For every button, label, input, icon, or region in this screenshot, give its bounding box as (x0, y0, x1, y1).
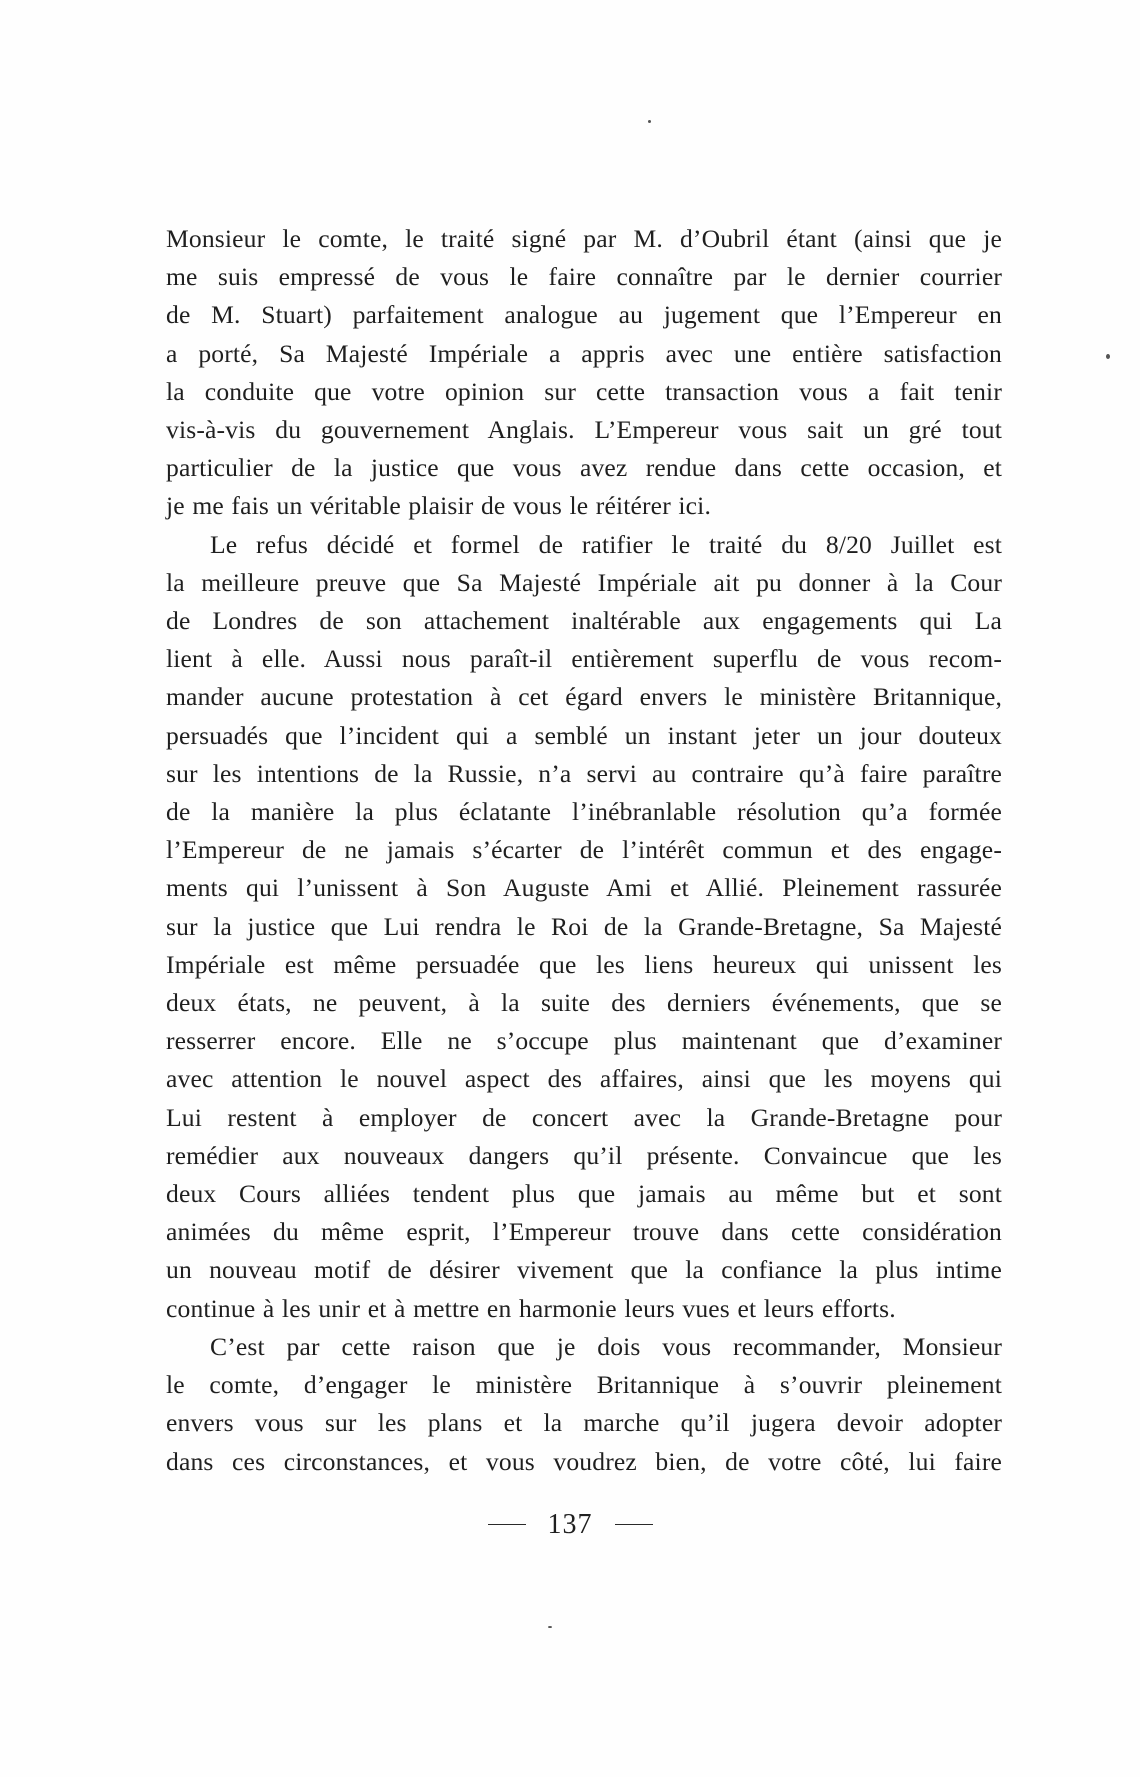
text-line: remédier aux nouveaux dangers qu’il présente. Convaincue que les (166, 1140, 1002, 1170)
folio-dash-left (488, 1524, 526, 1526)
page-footer (0, 1508, 1140, 1542)
text-line: envers vous sur les plans et la marche qu’il jugera devoir adopter (166, 1408, 1002, 1438)
text-line: Monsieur le comte, le traité signé par M. d’Oubril étant (ainsi que je (166, 224, 1002, 253)
text-line: de Londres de son attachement inaltérable aux engagements qui La (166, 606, 1002, 636)
text-line: vis-à-vis du gouvernement Anglais. L’Empereur vous sait un gré tout (166, 415, 1002, 445)
text-line: deux Cours alliées tendent plus que jamais au même but et sont (166, 1179, 1002, 1209)
text-line: persuadés que l’incident qui a semblé un instant jeter un jour douteux (166, 720, 1002, 750)
text-line: mander aucune protestation à cet égard envers le ministère Britannique, (166, 682, 1002, 712)
paragraph-2 (166, 526, 1002, 1328)
text-line: Impériale est même persuadée que les liens heureux qui unissent les (166, 949, 1002, 979)
text-line: de M. Stuart) parfaitement analogue au jugement que l’Empereur en (166, 300, 1002, 330)
text-line: Le refus décidé et formel de ratifier le traité du 8/20 Juillet est (210, 529, 1002, 559)
text-line: ments qui l’unissent à Son Auguste Ami et Allié. Pleinement rassurée (166, 873, 1002, 903)
text-line: sur les intentions de la Russie, n’a servi au contraire qu’à faire paraître (166, 758, 1002, 788)
text-line: sur la justice que Lui rendra le Roi de la Grande-Bretagne, Sa Majesté (166, 911, 1002, 941)
paragraph-1 (166, 220, 1002, 526)
print-speck (648, 120, 651, 123)
text-line: deux états, ne peuvent, à la suite des derniers événements, que se (166, 988, 1002, 1018)
print-speck (548, 1626, 552, 1628)
text-line: la meilleure preuve que Sa Majesté Impériale ait pu donner à la Cour (166, 567, 1002, 597)
text-line: avec attention le nouvel aspect des affaires, ainsi que les moyens qui (166, 1064, 1002, 1094)
text-line: a porté, Sa Majesté Impériale a appris avec une entière satisfaction (166, 338, 1002, 368)
text-line: particulier de la justice que vous avez rendue dans cette occasion, et (166, 453, 1002, 483)
body-text (166, 220, 1002, 1481)
folio-dash-right (615, 1524, 653, 1526)
text-line: resserrer encore. Elle ne s’occupe plus maintenant que d’examiner (166, 1026, 1002, 1056)
text-line: la conduite que votre opinion sur cette transaction vous a fait tenir (166, 376, 1002, 406)
text-line: l’Empereur de ne jamais s’écarter de l’intérêt commun et des engage- (166, 835, 1002, 865)
text-line: dans ces circonstances, et vous voudrez bien, de votre côté, lui faire (166, 1446, 1002, 1476)
print-speck (1106, 354, 1110, 359)
text-line: le comte, d’engager le ministère Britannique à s’ouvrir pleinement (166, 1370, 1002, 1400)
text-line: je me fais un véritable plaisir de vous le réitérer ici. (166, 491, 711, 521)
text-line: C’est par cette raison que je dois vous recommander, Monsieur (210, 1331, 1002, 1361)
text-line: lient à elle. Aussi nous paraît-il entièrement superflu de vous recom- (166, 644, 1002, 674)
text-line: Lui restent à employer de concert avec la Grande-Bretagne pour (166, 1102, 1002, 1132)
text-line: un nouveau motif de désirer vivement que la confiance la plus intime (166, 1255, 1002, 1285)
text-line: me suis empressé de vous le faire connaître par le dernier courrier (166, 262, 1002, 292)
page-number: 137 (547, 1509, 593, 1540)
text-line: de la manière la plus éclatante l’inébranlable résolution qu’a formée (166, 797, 1002, 827)
text-line: animées du même esprit, l’Empereur trouve dans cette considération (166, 1217, 1002, 1247)
paragraph-3 (166, 1328, 1002, 1481)
text-line: continue à les unir et à mettre en harmonie leurs vues et leurs efforts. (166, 1293, 896, 1323)
